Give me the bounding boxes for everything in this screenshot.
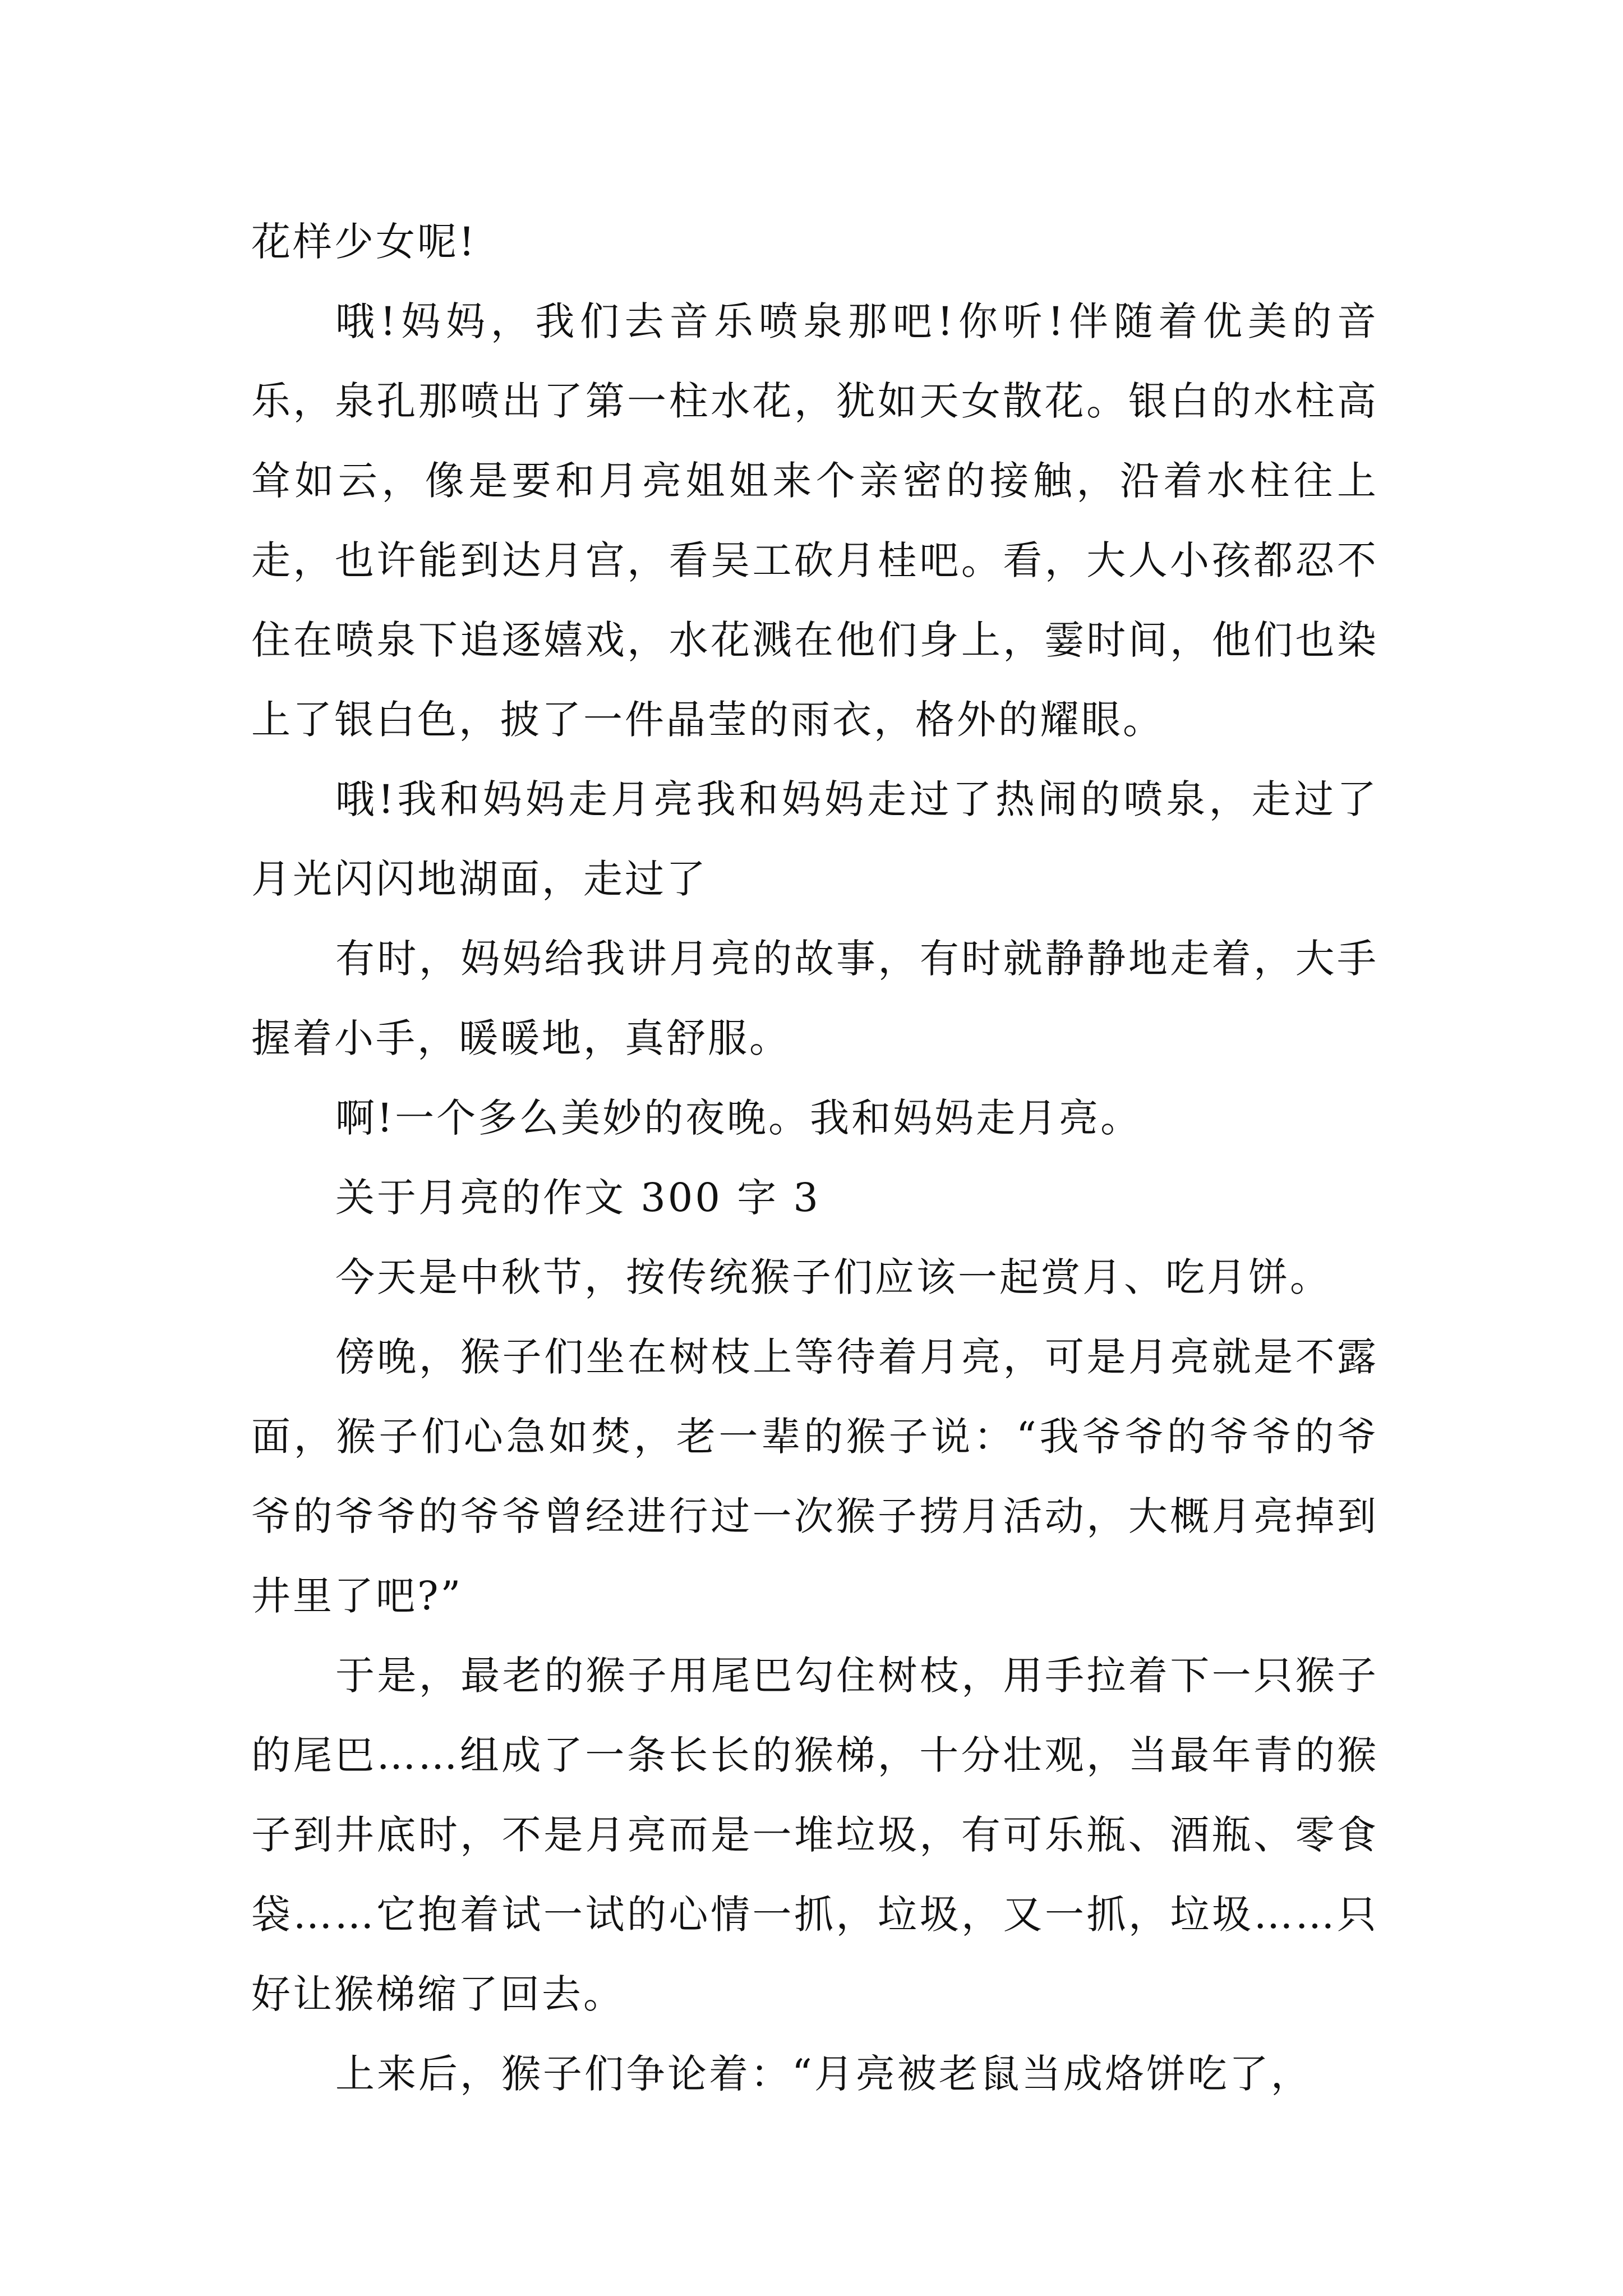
paragraph: 哦!我和妈妈走月亮我和妈妈走过了热闹的喷泉，走过了月光闪闪地湖面，走过了	[251, 776, 1378, 902]
section-heading: 关于月亮的作文 300 字 3	[335, 1175, 820, 1221]
paragraph: 傍晚，猴子们坐在树枝上等待着月亮，可是月亮就是不露面，猴子们心急如焚，老一辈的猴子说：“我爷爷的爷爷的爷爷的爷爷的爷爷曾经进行过一次猴子捞月活动，大概月亮掉到井里了吧?”	[251, 1334, 1378, 1619]
paragraph: 上来后，猴子们争论着：“月亮被老鼠当成烙饼吃了，	[335, 2051, 1312, 2097]
paragraph: 有时，妈妈给我讲月亮的故事，有时就静静地走着，大手握着小手，暖暖地，真舒服。	[251, 936, 1378, 1061]
document-body	[251, 202, 1378, 2114]
paragraph: 啊!一个多么美妙的夜晚。我和妈妈走月亮。	[335, 1095, 1142, 1141]
paragraph: 花样少女呢!	[251, 219, 477, 265]
paragraph: 于是，最老的猴子用尾巴勾住树枝，用手拉着下一只猴子的尾巴……组成了一条长长的猴梯，十分壮观，当最年青的猴子到井底时，不是月亮而是一堆垃圾，有可乐瓶、酒瓶、零食袋……它抱着试一试的心情一抓，垃圾，又一抓，垃圾……只好让猴梯缩了回去。	[251, 1653, 1378, 2017]
paragraph: 今天是中秋节，按传统猴子们应该一起赏月、吃月饼。	[335, 1254, 1331, 1300]
paragraph: 哦!妈妈，我们去音乐喷泉那吧!你听!伴随着优美的音乐，泉孔那喷出了第一柱水花，犹如天女散花。银白的水柱高耸如云，像是要和月亮姐姐来个亲密的接触，沿着水柱往上走，也许能到达月宫，看吴工砍月桂吧。看，大人小孩都忍不住在喷泉下追逐嬉戏，水花溅在他们身上，霎时间，他们也染上了银白色，披了一件晶莹的雨衣，格外的耀眼。	[251, 298, 1378, 743]
